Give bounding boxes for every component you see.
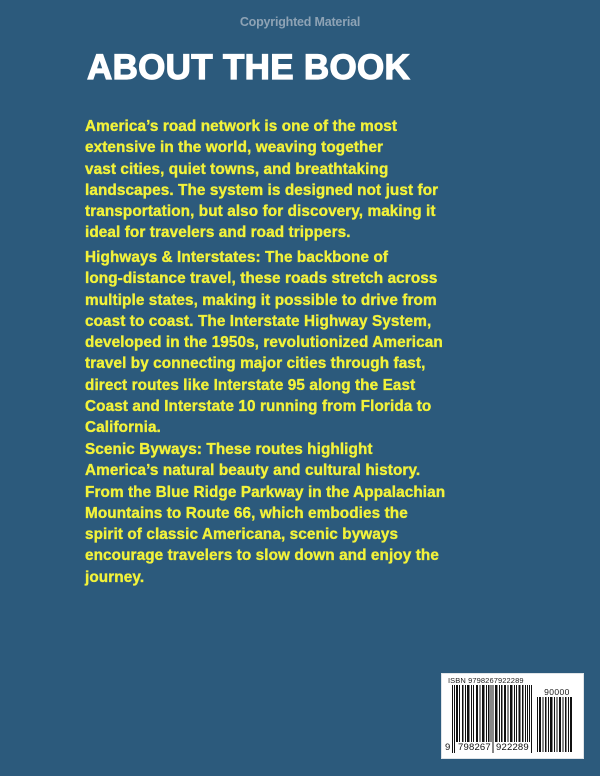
- text-line: Mountains to Route 66, which embodies the: [85, 504, 408, 522]
- barcode-digits-right: 922289: [496, 742, 529, 753]
- text-line: transportation, but also for discovery, making it: [85, 203, 436, 221]
- text-line: Scenic Byways: These routes highlight: [85, 441, 373, 458]
- text-line: vast cities, quiet towns, and breathtaking: [85, 160, 389, 178]
- text-line: ideal for travelers and road trippers.: [85, 224, 351, 242]
- text-line: long-distance travel, these roads stretch across: [85, 270, 438, 288]
- text-line: multiple states, making it possible to drive from: [85, 291, 437, 309]
- text-line: Coast and Interstate 10 running from Florida to: [85, 398, 432, 416]
- text-line: America’s natural beauty and cultural history.: [85, 462, 421, 480]
- text-line: landscapes. The system is designed not just for: [85, 181, 439, 199]
- text-line: spirit of classic Americana, scenic byways: [85, 526, 399, 544]
- text-line: direct routes like Interstate 95 along the East: [85, 376, 416, 394]
- addon-price-code: 90000: [544, 687, 570, 697]
- isbn-barcode: [442, 674, 583, 758]
- barcode-digits-left: 798267: [458, 742, 491, 753]
- text-line: California.: [85, 419, 161, 437]
- text-line: journey.: [85, 568, 145, 586]
- text-line: encourage travelers to slow down and enjoy the: [85, 547, 439, 565]
- page-title: ABOUT THE BOOK: [87, 48, 411, 87]
- paragraph-scenic-byways: [85, 439, 555, 588]
- text-line: America’s road network is one of the most: [85, 118, 398, 135]
- paragraph-intro: [85, 116, 555, 244]
- text-line: extensive in the world, weaving together: [85, 139, 384, 157]
- text-line: Highways & Interstates: The backbone of: [85, 249, 389, 266]
- text-line: developed in the 1950s, revolutionized American: [85, 334, 443, 352]
- copyright-watermark: Copyrighted Material: [239, 15, 361, 29]
- addon-barcode-bars: [537, 697, 573, 752]
- isbn-label: ISBN 9798267922289: [448, 676, 524, 685]
- barcode-digit-first: 9: [445, 742, 451, 753]
- text-line: From the Blue Ridge Parkway in the Appalachian: [85, 483, 446, 501]
- text-line: coast to coast. The Interstate Highway System,: [85, 312, 432, 330]
- text-line: travel by connecting major cities through fast,: [85, 355, 426, 373]
- paragraph-highways: [85, 247, 555, 439]
